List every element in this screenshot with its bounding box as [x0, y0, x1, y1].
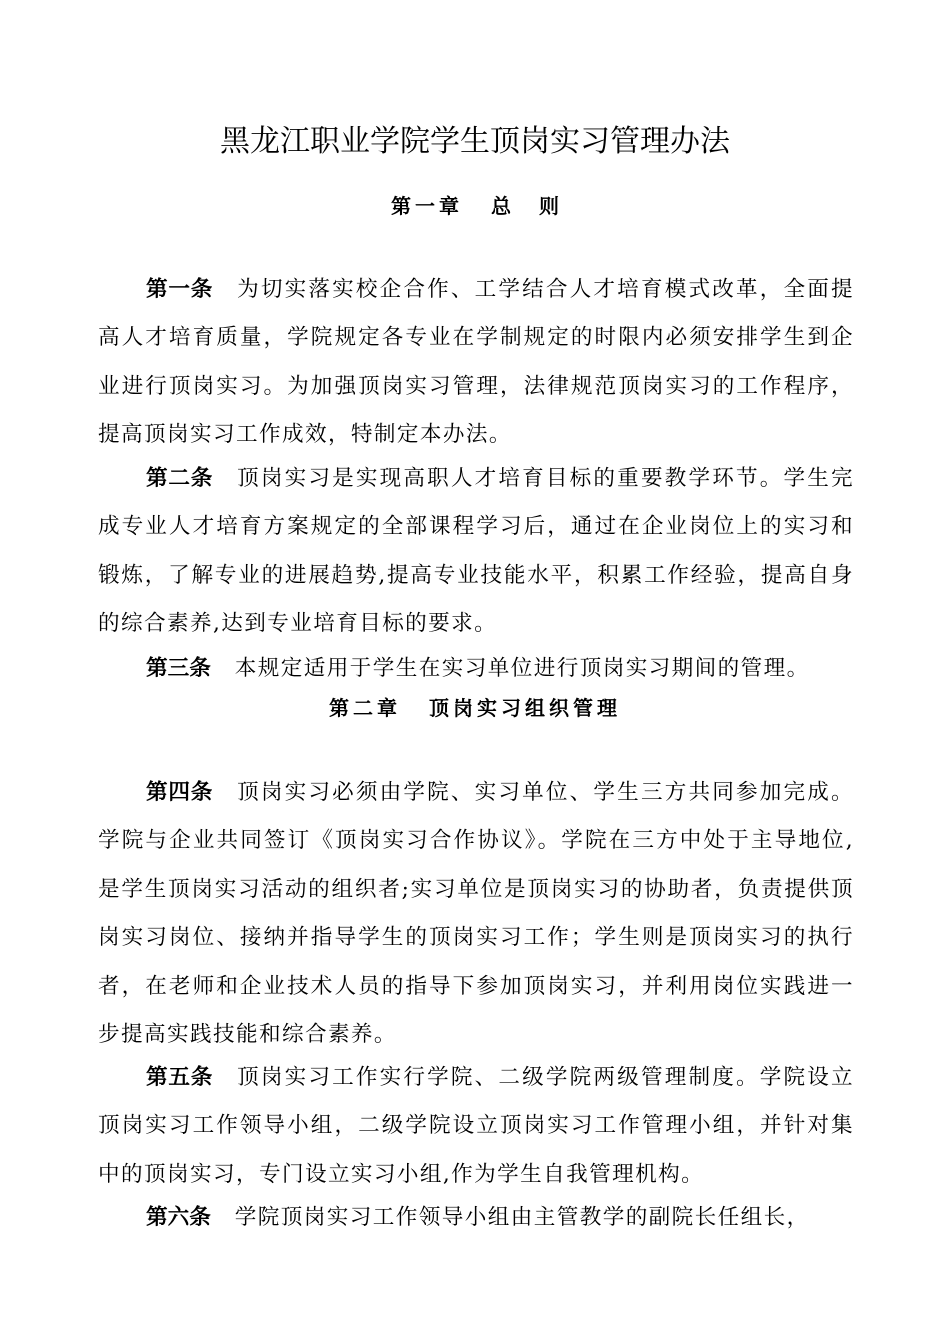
chapter-number: 第二章 — [329, 696, 401, 720]
article-3 — [98, 645, 854, 694]
document-title: 黑龙江职业学院学生顶岗实习管理办法 — [220, 124, 730, 159]
article-text: 顶岗实习是实现高职人才培育目标的重要教学环节。学生完成专业人才培育方案规定的全部课程学习后，通过在企业岗位上的实习和锻炼，了解专业的进展趋势,提高专业技能水平，积累工作经验，提高自身的综合素养,达到专业培育目标的要求。 — [98, 465, 854, 637]
article-label: 第二条 — [146, 465, 214, 491]
article-label: 第一条 — [146, 276, 214, 302]
article-1 — [98, 266, 854, 460]
article-text: 顶岗实习工作实行学院、二级学院两级管理制度。学院设立顶岗实习工作领导小组，二级学院设立顶岗实习工作管理小组，并针对集中的顶岗实习，专门设立实习小组,作为学生自我管理机构。 — [98, 1064, 854, 1187]
article-label: 第五条 — [146, 1064, 214, 1090]
article-5 — [98, 1054, 854, 1200]
article-label: 第四条 — [146, 779, 214, 805]
chapter-heading-1 — [0, 190, 950, 222]
article-label: 第三条 — [146, 655, 211, 681]
chapter-name: 顶岗实习组织管理 — [429, 696, 621, 720]
article-6 — [98, 1194, 854, 1243]
article-text: 学院顶岗实习工作领导小组由主管教学的副院长任组长， — [234, 1204, 810, 1230]
article-4 — [98, 769, 854, 1060]
article-text: 本规定适用于学生在实习单位进行顶岗实习期间的管理。 — [234, 655, 810, 681]
chapter-heading-2 — [0, 692, 950, 724]
article-text: 为切实落实校企合作、工学结合人才培育模式改革，全面提高人才培育质量，学院规定各专业在学制规定的时限内必须安排学生到企业进行顶岗实习。为加强顶岗实习管理，法律规范顶岗实习的工作程序，提高顶岗实习工作成效，特制定本办法。 — [98, 276, 854, 448]
chapter-number: 第一章 — [391, 194, 463, 218]
chapter-name: 总则 — [491, 194, 587, 218]
article-label: 第六条 — [146, 1204, 211, 1230]
article-2 — [98, 455, 854, 649]
article-text: 顶岗实习必须由学院、实习单位、学生三方共同参加完成。学院与企业共同签订《顶岗实习合作协议》。学院在三方中处于主导地位,是学生顶岗实习活动的组织者;实习单位是顶岗实习的协助者，负责提供顶岗实习岗位、接纳并指导学生的顶岗实习工作；学生则是顶岗实习的执行者，在老师和企业技术人员的指导下参加顶岗实习，并利用岗位实践进一步提高实践技能和综合素养。 — [98, 779, 854, 1048]
